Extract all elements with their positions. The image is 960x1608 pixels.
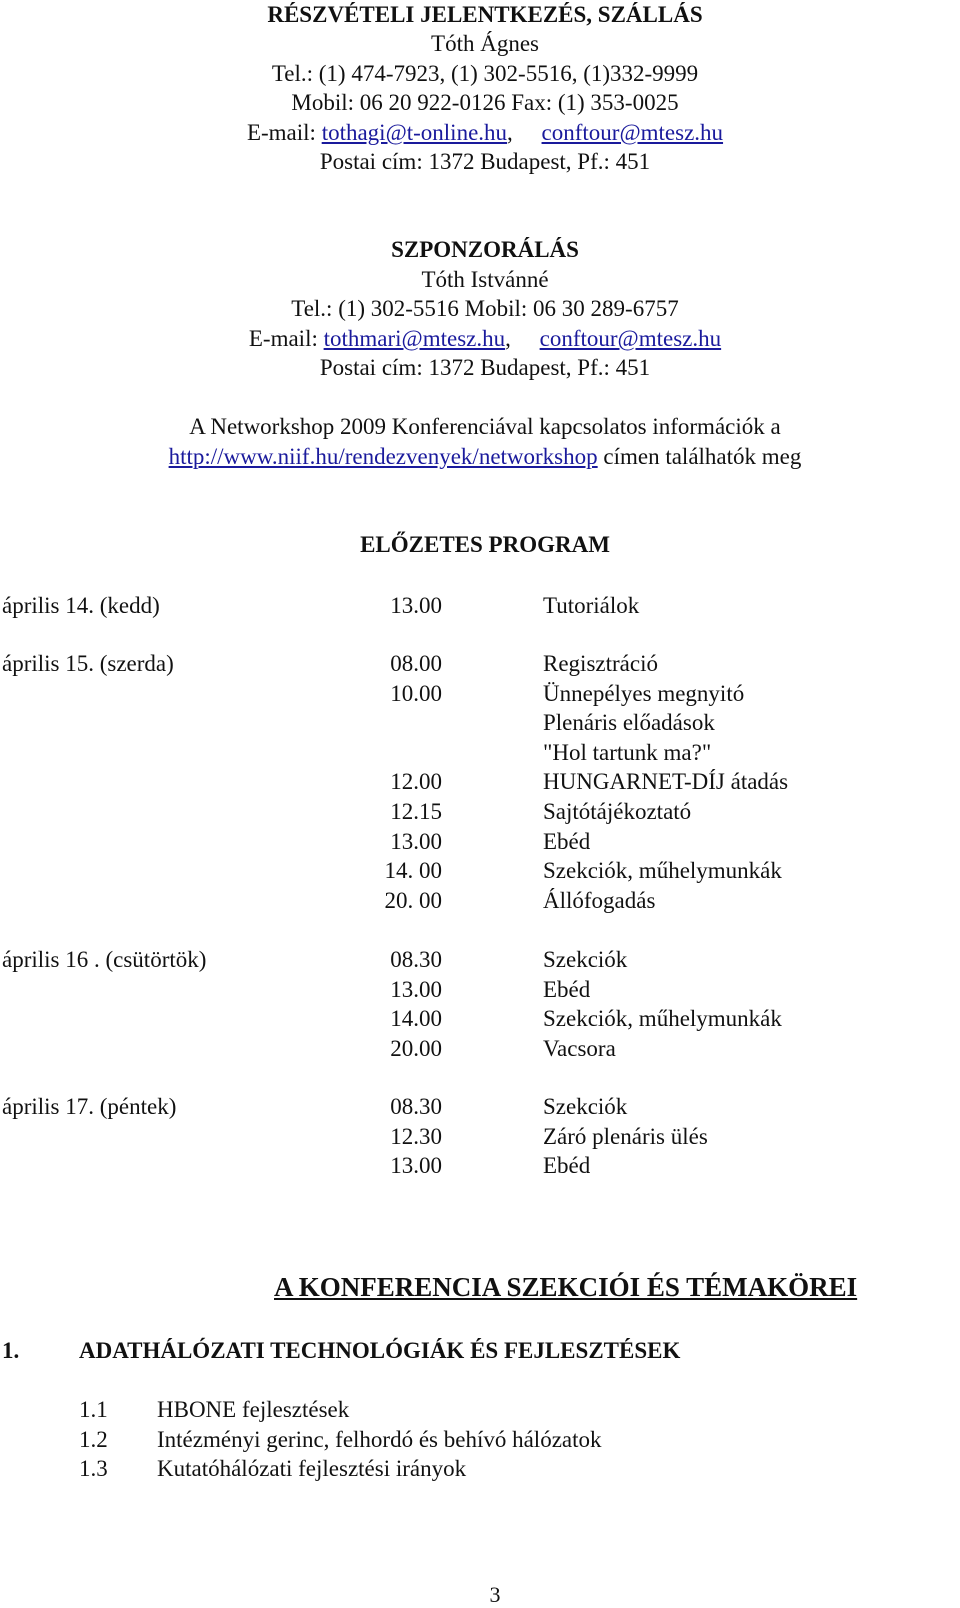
topic-label: Kutatóhálózati fejlesztési irányok (157, 1456, 467, 1481)
info-line-2-text: címen találhatók meg (597, 444, 802, 469)
registration-postal: Postai cím: 1372 Budapest, Pf.: 451 (319, 149, 651, 174)
program-time: 12.30 (390, 1123, 442, 1149)
program-event: Szekciók, műhelymunkák (543, 858, 782, 884)
email-link-tothagi[interactable]: tothagi@t-online.hu (321, 120, 508, 145)
topic-label: Intézményi gerinc, felhordó és behívó hálózatok (157, 1427, 602, 1452)
program-time: 14.00 (390, 1006, 442, 1032)
program-time: 14. 00 (384, 858, 442, 884)
program-time: 12.00 (390, 769, 442, 795)
program-time: 20.00 (390, 1035, 442, 1061)
program-event: Tutoriálok (543, 593, 640, 618)
email-link-conftour[interactable]: conftour@mtesz.hu (539, 326, 722, 351)
section-title: ADATHÁLÓZATI TECHNOLÓGIÁK ÉS FEJLESZTÉSEK (79, 1338, 681, 1363)
program-event: Záró plenáris ülés (543, 1123, 708, 1149)
program-time: 13.00 (390, 1153, 442, 1179)
program-event: HUNGARNET-DÍJ átadás (543, 769, 789, 795)
topic-number: 1.2 (79, 1427, 108, 1452)
topic-number: 1.3 (79, 1456, 108, 1481)
program-time: 13.00 (390, 976, 442, 1002)
registration-mobil: Mobil: 06 20 922-0126 Fax: (1) 353-0025 (291, 90, 679, 115)
program-event: Szekciók (543, 947, 628, 972)
program-time: 10.00 (390, 680, 442, 706)
program-event: Szekciók, műhelymunkák (543, 1006, 782, 1032)
registration-title: RÉSZVÉTELI JELENTKEZÉS, SZÁLLÁS (267, 2, 703, 27)
section-number: 1. (2, 1338, 20, 1363)
topic-label: HBONE fejlesztések (157, 1397, 350, 1422)
info-line-1: A Networkshop 2009 Konferenciával kapcsolatos információk a (189, 414, 781, 439)
program-event: Ünnepélyes megnyitó (543, 680, 745, 706)
program-day-date: április 14. (kedd) (2, 593, 160, 618)
program-event: Sajtótájékoztató (543, 799, 692, 824)
website-link[interactable]: http://www.niif.hu/rendezvenyek/networkshop (168, 444, 598, 469)
email-label: E-mail: (246, 120, 316, 145)
program-title: ELŐZETES PROGRAM (360, 532, 610, 557)
program-time: 12.15 (390, 799, 442, 824)
program-event: Regisztráció (543, 651, 658, 676)
sponsoring-postal: Postai cím: 1372 Budapest, Pf.: 451 (319, 355, 651, 380)
program-day-date: április 16 . (csütörtök) (2, 947, 207, 972)
program-event: Plenáris előadások (543, 710, 715, 736)
registration-tel: Tel.: (1) 474-7923, (1) 302-5516, (1)332-9999 (271, 61, 699, 86)
email-link-conftour[interactable]: conftour@mtesz.hu (541, 120, 724, 145)
registration-name: Tóth Ágnes (431, 31, 539, 56)
program-day-date: április 15. (szerda) (2, 651, 174, 676)
email-separator: , (505, 326, 511, 351)
program-time: 13.00 (390, 828, 442, 854)
info-line-2 (0, 442, 960, 472)
program-time: 13.00 (390, 593, 442, 618)
program-day-date: április 17. (péntek) (2, 1094, 177, 1119)
program-event: Ebéd (543, 828, 591, 854)
program-event: Szekciók (543, 1094, 628, 1119)
sponsoring-tel: Tel.: (1) 302-5516 Mobil: 06 30 289-6757 (291, 296, 679, 321)
program-time: 08.30 (390, 947, 442, 972)
topic-number: 1.1 (79, 1397, 108, 1422)
program-event: "Hol tartunk ma?" (543, 739, 712, 765)
program-time: 20. 00 (384, 887, 442, 913)
program-event: Ebéd (543, 1153, 591, 1179)
sponsoring-title: SZPONZORÁLÁS (391, 237, 579, 262)
program-event: Vacsora (543, 1035, 616, 1061)
sections-heading: A KONFERENCIA SZEKCIÓI ÉS TÉMAKÖREI (274, 1272, 858, 1302)
program-time: 08.30 (390, 1094, 442, 1119)
page-number: 3 (489, 1582, 501, 1607)
email-label: E-mail: (248, 326, 318, 351)
program-time: 08.00 (390, 651, 442, 676)
sponsoring-name: Tóth Istvánné (421, 267, 549, 292)
program-event: Ebéd (543, 976, 591, 1002)
program-event: Állófogadás (543, 887, 656, 913)
email-separator: , (507, 120, 513, 145)
sponsoring-email-line (0, 324, 960, 354)
registration-email-line (0, 118, 960, 148)
email-link-tothmari[interactable]: tothmari@mtesz.hu (323, 326, 506, 351)
